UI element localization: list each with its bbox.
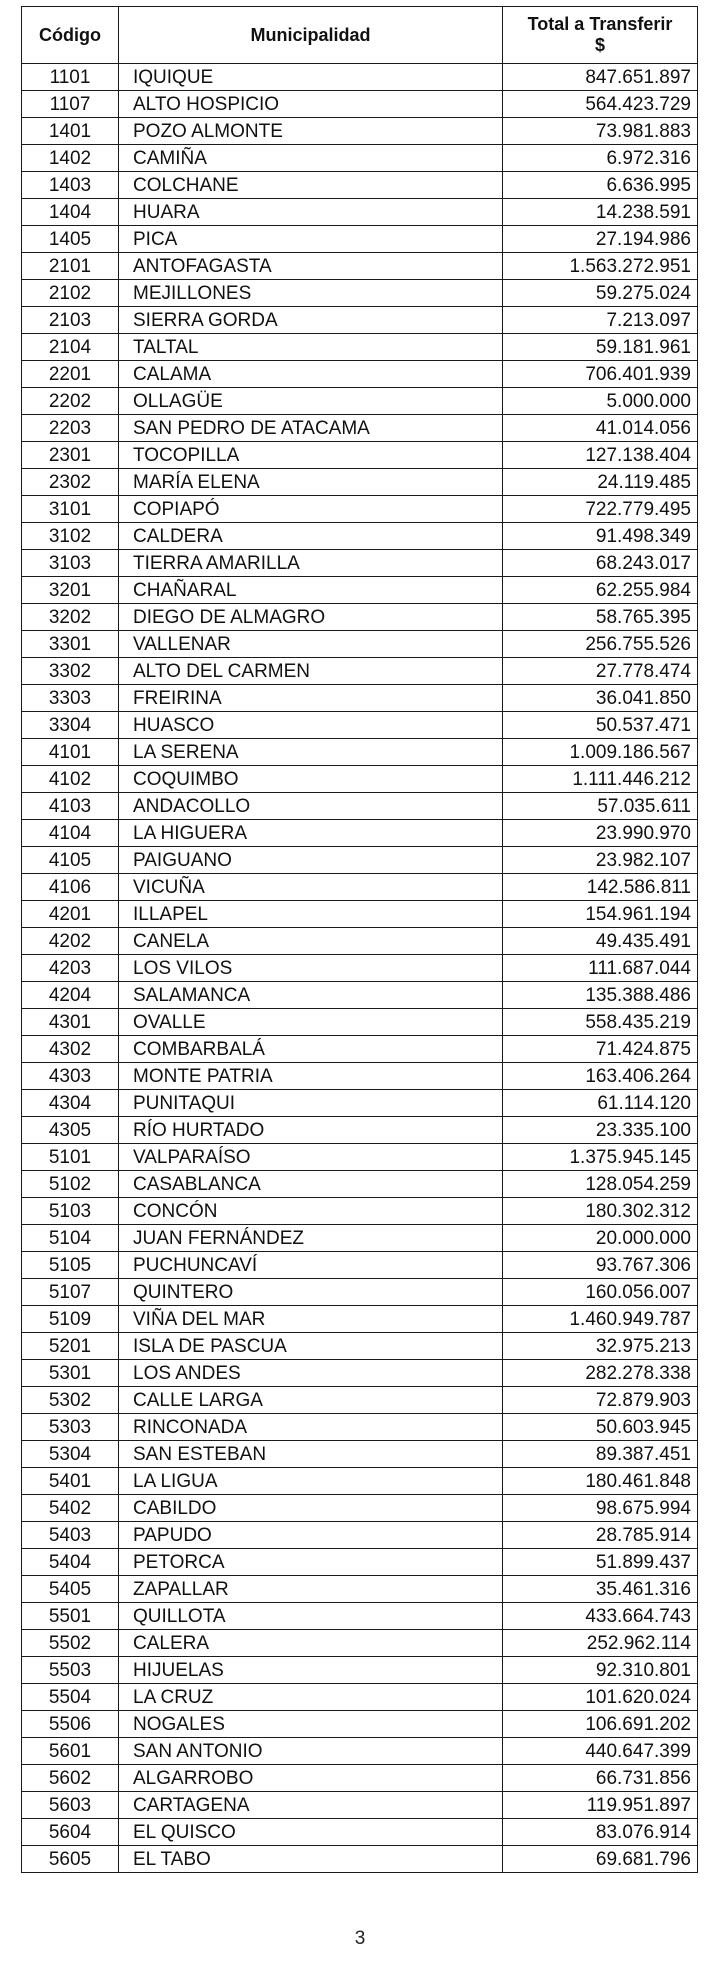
total-cell: 51.899.437 (503, 1549, 698, 1576)
table-row (22, 1360, 698, 1387)
total-cell: 180.461.848 (503, 1468, 698, 1495)
table-row (22, 1468, 698, 1495)
codigo-cell: 4103 (22, 793, 119, 820)
table-body (22, 64, 698, 1873)
municipalidad-cell: COMBARBALÁ (119, 1036, 503, 1063)
codigo-cell: 4304 (22, 1090, 119, 1117)
table-row (22, 928, 698, 955)
municipalidad-cell: SIERRA GORDA (119, 307, 503, 334)
total-cell: 14.238.591 (503, 199, 698, 226)
total-cell: 59.275.024 (503, 280, 698, 307)
municipalidad-cell: OVALLE (119, 1009, 503, 1036)
table-row (22, 307, 698, 334)
total-cell: 256.755.526 (503, 631, 698, 658)
table-row (22, 1603, 698, 1630)
page-number: 3 (354, 1928, 366, 1949)
municipalidad-cell: JUAN FERNÁNDEZ (119, 1225, 503, 1252)
table-row (22, 1657, 698, 1684)
codigo-cell: 5104 (22, 1225, 119, 1252)
table-row (22, 442, 698, 469)
codigo-cell: 4202 (22, 928, 119, 955)
table-row (22, 874, 698, 901)
total-cell: 111.687.044 (503, 955, 698, 982)
total-cell: 61.114.120 (503, 1090, 698, 1117)
total-cell: 722.779.495 (503, 496, 698, 523)
table-header (22, 7, 698, 64)
municipalidad-cell: FREIRINA (119, 685, 503, 712)
municipalidad-cell: LA CRUZ (119, 1684, 503, 1711)
table-row (22, 1144, 698, 1171)
header-total (503, 7, 698, 64)
municipalidad-cell: PICA (119, 226, 503, 253)
codigo-cell: 1107 (22, 91, 119, 118)
municipalidad-cell: VIÑA DEL MAR (119, 1306, 503, 1333)
codigo-cell: 1404 (22, 199, 119, 226)
codigo-cell: 5102 (22, 1171, 119, 1198)
codigo-cell: 5304 (22, 1441, 119, 1468)
table-row (22, 388, 698, 415)
total-cell: 558.435.219 (503, 1009, 698, 1036)
codigo-cell: 4105 (22, 847, 119, 874)
table-row (22, 739, 698, 766)
codigo-cell: 3304 (22, 712, 119, 739)
municipalidad-cell: SALAMANCA (119, 982, 503, 1009)
municipalidad-cell: PETORCA (119, 1549, 503, 1576)
municipalidad-cell: PUCHUNCAVÍ (119, 1252, 503, 1279)
municipalidad-cell: TALTAL (119, 334, 503, 361)
codigo-cell: 5603 (22, 1792, 119, 1819)
table-row (22, 1387, 698, 1414)
total-cell: 66.731.856 (503, 1765, 698, 1792)
table-row (22, 1522, 698, 1549)
codigo-cell: 5402 (22, 1495, 119, 1522)
table-row (22, 793, 698, 820)
total-cell: 69.681.796 (503, 1846, 698, 1873)
table-row (22, 1684, 698, 1711)
municipalidad-cell: ZAPALLAR (119, 1576, 503, 1603)
codigo-cell: 5302 (22, 1387, 119, 1414)
total-cell: 128.054.259 (503, 1171, 698, 1198)
codigo-cell: 3102 (22, 523, 119, 550)
codigo-cell: 4101 (22, 739, 119, 766)
codigo-cell: 5301 (22, 1360, 119, 1387)
municipalidad-cell: DIEGO DE ALMAGRO (119, 604, 503, 631)
codigo-cell: 5605 (22, 1846, 119, 1873)
total-cell: 706.401.939 (503, 361, 698, 388)
municipalidad-cell: TIERRA AMARILLA (119, 550, 503, 577)
total-cell: 92.310.801 (503, 1657, 698, 1684)
total-cell: 23.990.970 (503, 820, 698, 847)
table-row (22, 1198, 698, 1225)
municipalidad-cell: MEJILLONES (119, 280, 503, 307)
codigo-cell: 5401 (22, 1468, 119, 1495)
municipalidad-cell: VALLENAR (119, 631, 503, 658)
codigo-cell: 1403 (22, 172, 119, 199)
municipalidad-cell: HIJUELAS (119, 1657, 503, 1684)
codigo-cell: 4104 (22, 820, 119, 847)
total-cell: 27.778.474 (503, 658, 698, 685)
codigo-cell: 1405 (22, 226, 119, 253)
municipalidad-cell: MARÍA ELENA (119, 469, 503, 496)
table-row (22, 64, 698, 91)
table-row (22, 172, 698, 199)
total-cell: 106.691.202 (503, 1711, 698, 1738)
table-row (22, 577, 698, 604)
total-cell: 6.972.316 (503, 145, 698, 172)
municipalidad-cell: LA SERENA (119, 739, 503, 766)
municipalidad-cell: SAN PEDRO DE ATACAMA (119, 415, 503, 442)
total-cell: 62.255.984 (503, 577, 698, 604)
total-cell: 160.056.007 (503, 1279, 698, 1306)
table-row (22, 955, 698, 982)
codigo-cell: 4303 (22, 1063, 119, 1090)
municipalidad-cell: CONCÓN (119, 1198, 503, 1225)
municipalidad-cell: COLCHANE (119, 172, 503, 199)
table-row (22, 1792, 698, 1819)
codigo-cell: 5107 (22, 1279, 119, 1306)
municipalidad-cell: ALTO DEL CARMEN (119, 658, 503, 685)
municipalidad-cell: CABILDO (119, 1495, 503, 1522)
municipalidad-cell: ALTO HOSPICIO (119, 91, 503, 118)
table-row (22, 1063, 698, 1090)
total-cell: 83.076.914 (503, 1819, 698, 1846)
codigo-cell: 4302 (22, 1036, 119, 1063)
municipalidad-cell: ANTOFAGASTA (119, 253, 503, 280)
table-row (22, 280, 698, 307)
municipalidad-cell: PUNITAQUI (119, 1090, 503, 1117)
total-cell: 93.767.306 (503, 1252, 698, 1279)
table-row (22, 334, 698, 361)
municipalidad-cell: PAIGUANO (119, 847, 503, 874)
total-cell: 5.000.000 (503, 388, 698, 415)
table-row (22, 631, 698, 658)
header-municipalidad: Municipalidad (119, 7, 503, 64)
codigo-cell: 2202 (22, 388, 119, 415)
table-row (22, 1711, 698, 1738)
municipalidad-cell: CANELA (119, 928, 503, 955)
municipalidad-cell: CALERA (119, 1630, 503, 1657)
table-row (22, 1846, 698, 1873)
table-row (22, 712, 698, 739)
total-cell: 1.009.186.567 (503, 739, 698, 766)
table-row (22, 1117, 698, 1144)
municipalidad-cell: COQUIMBO (119, 766, 503, 793)
total-cell: 71.424.875 (503, 1036, 698, 1063)
codigo-cell: 2102 (22, 280, 119, 307)
total-cell: 91.498.349 (503, 523, 698, 550)
codigo-cell: 4102 (22, 766, 119, 793)
header-codigo: Código (22, 7, 119, 64)
table-row (22, 91, 698, 118)
total-cell: 135.388.486 (503, 982, 698, 1009)
total-cell: 1.460.949.787 (503, 1306, 698, 1333)
total-cell: 119.951.897 (503, 1792, 698, 1819)
municipalidad-cell: ALGARROBO (119, 1765, 503, 1792)
codigo-cell: 5501 (22, 1603, 119, 1630)
total-cell: 59.181.961 (503, 334, 698, 361)
municipalidad-cell: OLLAGÜE (119, 388, 503, 415)
municipalidad-cell: SAN ANTONIO (119, 1738, 503, 1765)
municipalidad-cell: LA HIGUERA (119, 820, 503, 847)
table-row (22, 604, 698, 631)
codigo-cell: 5601 (22, 1738, 119, 1765)
table-row (22, 550, 698, 577)
total-cell: 27.194.986 (503, 226, 698, 253)
total-cell: 142.586.811 (503, 874, 698, 901)
municipalidad-cell: ANDACOLLO (119, 793, 503, 820)
municipalidad-cell: LA LIGUA (119, 1468, 503, 1495)
table-row (22, 199, 698, 226)
total-cell: 23.982.107 (503, 847, 698, 874)
total-cell: 57.035.611 (503, 793, 698, 820)
codigo-cell: 3202 (22, 604, 119, 631)
total-cell: 24.119.485 (503, 469, 698, 496)
table-row (22, 1576, 698, 1603)
table-row (22, 226, 698, 253)
codigo-cell: 5504 (22, 1684, 119, 1711)
codigo-cell: 5404 (22, 1549, 119, 1576)
total-cell: 20.000.000 (503, 1225, 698, 1252)
municipalidad-cell: PAPUDO (119, 1522, 503, 1549)
total-cell: 23.335.100 (503, 1117, 698, 1144)
total-cell: 163.406.264 (503, 1063, 698, 1090)
table-row (22, 523, 698, 550)
table-row (22, 1738, 698, 1765)
municipalidad-cell: QUINTERO (119, 1279, 503, 1306)
codigo-cell: 5602 (22, 1765, 119, 1792)
table-row (22, 847, 698, 874)
total-cell: 49.435.491 (503, 928, 698, 955)
municipalidad-cell: TOCOPILLA (119, 442, 503, 469)
total-cell: 36.041.850 (503, 685, 698, 712)
codigo-cell: 2103 (22, 307, 119, 334)
codigo-cell: 3302 (22, 658, 119, 685)
table-row (22, 1333, 698, 1360)
table-row (22, 1495, 698, 1522)
table-row (22, 145, 698, 172)
codigo-cell: 2101 (22, 253, 119, 280)
codigo-cell: 4201 (22, 901, 119, 928)
codigo-cell: 3101 (22, 496, 119, 523)
table-row (22, 1252, 698, 1279)
municipalidad-cell: EL QUISCO (119, 1819, 503, 1846)
municipalidad-cell: VALPARAÍSO (119, 1144, 503, 1171)
municipalidad-cell: EL TABO (119, 1846, 503, 1873)
table-row (22, 1279, 698, 1306)
total-cell: 72.879.903 (503, 1387, 698, 1414)
total-cell: 50.603.945 (503, 1414, 698, 1441)
table-row (22, 685, 698, 712)
municipalidad-cell: SAN ESTEBAN (119, 1441, 503, 1468)
codigo-cell: 5503 (22, 1657, 119, 1684)
total-cell: 50.537.471 (503, 712, 698, 739)
codigo-cell: 2302 (22, 469, 119, 496)
codigo-cell: 2203 (22, 415, 119, 442)
codigo-cell: 5201 (22, 1333, 119, 1360)
municipalidad-cell: MONTE PATRIA (119, 1063, 503, 1090)
municipalidad-cell: LOS ANDES (119, 1360, 503, 1387)
table-row (22, 1819, 698, 1846)
table-row (22, 415, 698, 442)
table-row (22, 253, 698, 280)
codigo-cell: 2201 (22, 361, 119, 388)
total-cell: 73.981.883 (503, 118, 698, 145)
table-row (22, 1306, 698, 1333)
total-cell: 32.975.213 (503, 1333, 698, 1360)
municipalidad-cell: RÍO HURTADO (119, 1117, 503, 1144)
table-row (22, 469, 698, 496)
table-row (22, 766, 698, 793)
municipalidad-cell: CAMIÑA (119, 145, 503, 172)
municipalidad-cell: QUILLOTA (119, 1603, 503, 1630)
table-row (22, 1171, 698, 1198)
municipalidad-cell: VICUÑA (119, 874, 503, 901)
municipalidad-cell: RINCONADA (119, 1414, 503, 1441)
table-row (22, 1009, 698, 1036)
total-cell: 35.461.316 (503, 1576, 698, 1603)
municipalidad-cell: CHAÑARAL (119, 577, 503, 604)
total-cell: 28.785.914 (503, 1522, 698, 1549)
codigo-cell: 5506 (22, 1711, 119, 1738)
municipalidad-cell: POZO ALMONTE (119, 118, 503, 145)
table-row (22, 901, 698, 928)
codigo-cell: 5105 (22, 1252, 119, 1279)
header-total-label: Total a Transferir (527, 14, 673, 34)
codigo-cell: 4203 (22, 955, 119, 982)
table-row (22, 1036, 698, 1063)
table-row (22, 820, 698, 847)
total-cell: 101.620.024 (503, 1684, 698, 1711)
municipalidad-cell: CARTAGENA (119, 1792, 503, 1819)
total-cell: 154.961.194 (503, 901, 698, 928)
total-cell: 89.387.451 (503, 1441, 698, 1468)
total-cell: 6.636.995 (503, 172, 698, 199)
total-cell: 1.111.446.212 (503, 766, 698, 793)
table-row (22, 1441, 698, 1468)
codigo-cell: 3301 (22, 631, 119, 658)
codigo-cell: 1402 (22, 145, 119, 172)
codigo-cell: 3201 (22, 577, 119, 604)
municipalidad-cell: NOGALES (119, 1711, 503, 1738)
table-row (22, 1549, 698, 1576)
municipalidad-cell: IQUIQUE (119, 64, 503, 91)
total-cell: 180.302.312 (503, 1198, 698, 1225)
codigo-cell: 3103 (22, 550, 119, 577)
total-cell: 41.014.056 (503, 415, 698, 442)
total-cell: 252.962.114 (503, 1630, 698, 1657)
municipalidad-cell: ILLAPEL (119, 901, 503, 928)
total-cell: 847.651.897 (503, 64, 698, 91)
municipalidad-cell: CALDERA (119, 523, 503, 550)
municipalidad-cell: ISLA DE PASCUA (119, 1333, 503, 1360)
municipalidad-cell: CALAMA (119, 361, 503, 388)
table-row (22, 1630, 698, 1657)
total-cell: 1.563.272.951 (503, 253, 698, 280)
codigo-cell: 1401 (22, 118, 119, 145)
codigo-cell: 5405 (22, 1576, 119, 1603)
transfer-table (21, 6, 698, 1873)
codigo-cell: 4305 (22, 1117, 119, 1144)
total-cell: 440.647.399 (503, 1738, 698, 1765)
total-cell: 98.675.994 (503, 1495, 698, 1522)
table-row (22, 1765, 698, 1792)
table-row (22, 1090, 698, 1117)
codigo-cell: 5502 (22, 1630, 119, 1657)
total-cell: 564.423.729 (503, 91, 698, 118)
codigo-cell: 5604 (22, 1819, 119, 1846)
table-row (22, 118, 698, 145)
municipalidad-cell: LOS VILOS (119, 955, 503, 982)
codigo-cell: 5303 (22, 1414, 119, 1441)
codigo-cell: 4106 (22, 874, 119, 901)
table-row (22, 658, 698, 685)
header-total-currency: $ (594, 35, 605, 55)
municipalidad-cell: CALLE LARGA (119, 1387, 503, 1414)
total-cell: 1.375.945.145 (503, 1144, 698, 1171)
municipalidad-cell: HUARA (119, 199, 503, 226)
codigo-cell: 3303 (22, 685, 119, 712)
total-cell: 7.213.097 (503, 307, 698, 334)
total-cell: 127.138.404 (503, 442, 698, 469)
total-cell: 58.765.395 (503, 604, 698, 631)
codigo-cell: 5403 (22, 1522, 119, 1549)
table-row (22, 982, 698, 1009)
codigo-cell: 1101 (22, 64, 119, 91)
municipalidad-cell: CASABLANCA (119, 1171, 503, 1198)
codigo-cell: 2104 (22, 334, 119, 361)
header-row (22, 7, 698, 64)
total-cell: 282.278.338 (503, 1360, 698, 1387)
total-cell: 433.664.743 (503, 1603, 698, 1630)
codigo-cell: 5103 (22, 1198, 119, 1225)
table-row (22, 1225, 698, 1252)
codigo-cell: 5109 (22, 1306, 119, 1333)
total-cell: 68.243.017 (503, 550, 698, 577)
table-row (22, 361, 698, 388)
codigo-cell: 5101 (22, 1144, 119, 1171)
codigo-cell: 4204 (22, 982, 119, 1009)
codigo-cell: 2301 (22, 442, 119, 469)
table-row (22, 496, 698, 523)
municipalidad-cell: COPIAPÓ (119, 496, 503, 523)
codigo-cell: 4301 (22, 1009, 119, 1036)
table-row (22, 1414, 698, 1441)
municipalidad-cell: HUASCO (119, 712, 503, 739)
